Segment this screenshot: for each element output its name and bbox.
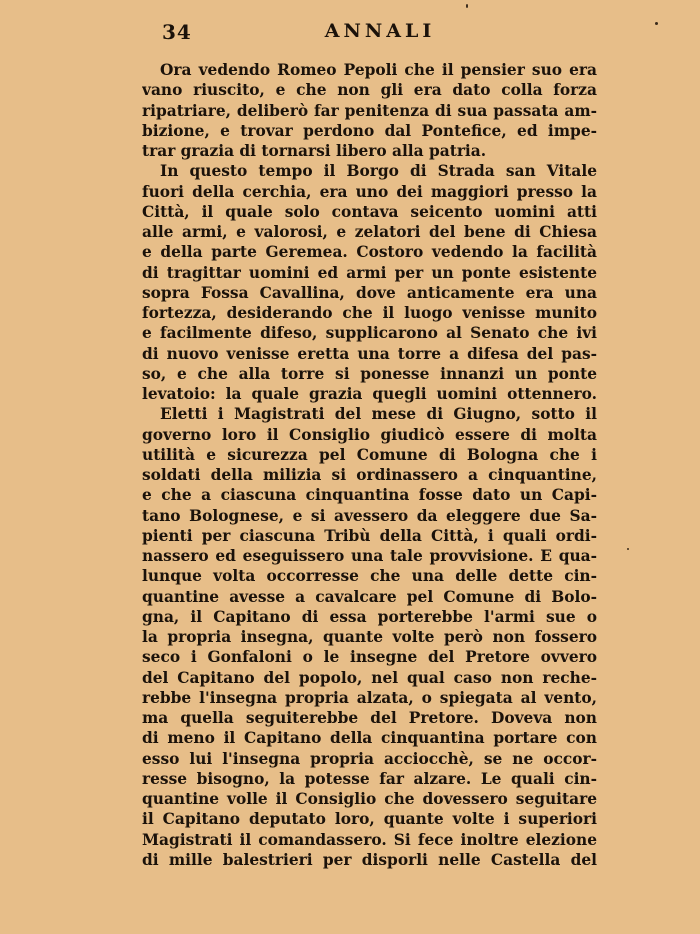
text-line: e che a ciascuna cinquantina fosse dato un Capi-: [142, 486, 597, 505]
text-line: di nuovo venisse eretta una torre a difesa del pas-: [142, 344, 597, 363]
text-line: lunque volta occorresse che una delle dette cin-: [142, 567, 597, 586]
text-line: utilità e sicurezza pel Comune di Bologna che i: [142, 445, 597, 464]
text-line: tano Bolognese, e si avessero da eleggere due Sa-: [142, 506, 597, 525]
text-line: fuori della cerchia, era uno dei maggiori presso la: [142, 182, 597, 201]
text-line: bizione, e trovar perdono dal Pontefice, ed impe-: [142, 121, 597, 140]
text-line: ripatriare, deliberò far penitenza di sua passata am-: [142, 101, 597, 120]
text-line: pienti per ciascuna Tribù della Città, i quali ordi-: [142, 526, 597, 545]
text-line: seco i Gonfaloni o le insegne del Pretore ovvero: [142, 648, 597, 667]
text-line: la propria insegna, quante volte però non fossero: [142, 628, 597, 646]
text-line: del Capitano del popolo, nel qual caso non reche-: [142, 668, 597, 687]
text-line: governo loro il Consiglio giudicò essere di molta: [142, 425, 597, 444]
text-line: di meno il Capitano della cinquantina portare con: [142, 729, 597, 748]
text-line: fortezza, desiderando che il luogo venisse munito: [142, 304, 597, 322]
text-line: quantine volle il Consiglio che dovessero seguitare: [142, 790, 597, 808]
text-line: soldati della milizia si ordinassero a cinquantine,: [142, 466, 597, 484]
text-line: gna, il Capitano di essa porterebbe l'armi sue o: [142, 607, 597, 626]
text-line: vano riuscito, e che non gli era dato colla forza: [142, 81, 597, 100]
text-line: ma quella seguiterebbe del Pretore. Doveva non: [142, 709, 597, 727]
text-line: Città, il quale solo contava seicento uomini atti: [142, 202, 597, 221]
text-line: alle armi, e valorosi, e zelatori del bene di Chiesa: [142, 223, 597, 241]
text-line: resse bisogno, la potesse far alzare. Le quali cin-: [142, 769, 597, 788]
page-number: 34: [162, 20, 192, 44]
text-line: e facilmente difeso, supplicarono al Senato che ivi: [142, 324, 597, 343]
text-line: Eletti i Magistrati del mese di Giugno, sotto il: [160, 405, 597, 424]
ink-speck: [655, 22, 658, 25]
body-text: [142, 60, 597, 870]
text-line: levatoio: la quale grazia quegli uomini ottennero.: [142, 385, 597, 403]
text-line: sopra Fossa Cavallina, dove anticamente era una: [142, 283, 597, 302]
text-line: esso lui l'insegna propria acciocchè, se ne occor-: [142, 749, 597, 768]
text-line: e della parte Geremea. Costoro vedendo la facilità: [142, 243, 597, 262]
running-title: ANNALI: [324, 20, 436, 42]
ink-speck: [627, 548, 629, 550]
page-header: [150, 18, 610, 48]
text-line: Ora vedendo Romeo Pepoli che il pensier suo era: [160, 61, 597, 79]
text-line: Magistrati il comandassero. Si fece inoltre elezione: [142, 830, 597, 849]
text-line: so, e che alla torre si ponesse innanzi un ponte: [142, 364, 597, 383]
text-line: quantine avesse a cavalcare pel Comune di Bolo-: [142, 587, 597, 606]
text-line: In questo tempo il Borgo di Strada san Vitale: [160, 162, 597, 181]
text-line: di mille balestrieri per disporli nelle Castella del: [142, 850, 597, 869]
ink-speck: [466, 4, 468, 8]
text-line: il Capitano deputato loro, quante volte i superiori: [142, 810, 597, 829]
text-line: nassero ed eseguissero una tale provvisione. E qua-: [142, 547, 597, 565]
text-line: rebbe l'insegna propria alzata, o spiegata al vento,: [142, 688, 597, 707]
text-line: di tragittar uomini ed armi per un ponte esistente: [142, 263, 597, 282]
text-line: trar grazia di tornarsi libero alla patria.: [142, 142, 487, 160]
